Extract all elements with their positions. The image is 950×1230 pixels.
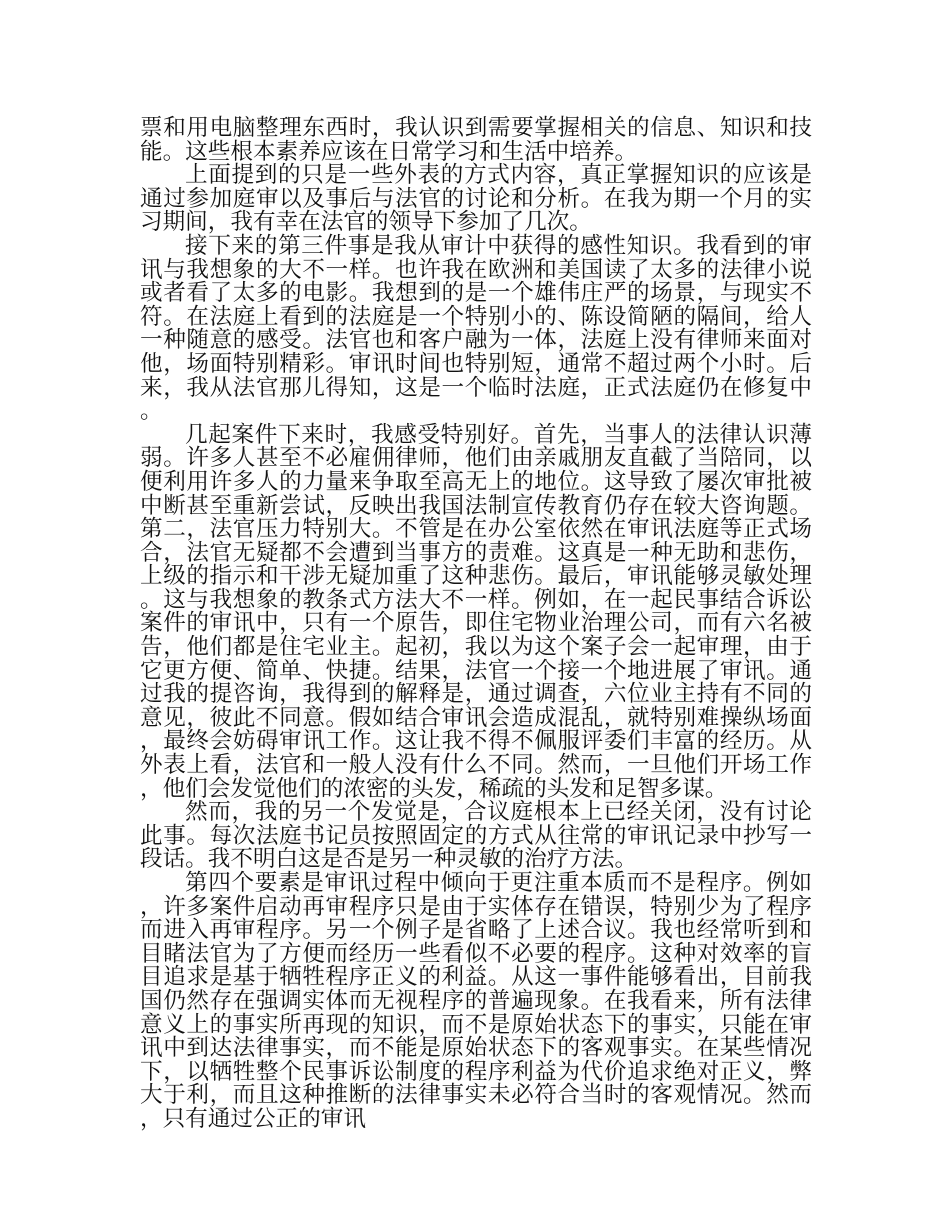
paragraph-4: 几起案件下来时，我感受特别好。首先，当事人的法律认识薄弱。许多人甚至不必雇佣律师，他们由亲戚朋友直截了当陪同，以便利用许多人的力量来争取至高无上的地位。这导致了屡次审批被中断甚至重新尝试，反映出我国法制宣传教育仍存在较大咨询题。第二，法官压力特别大。不管是在办公室依然在审讯法庭等正式场合，法官无疑都不会遭到当事方的责难。这真是一种无助和悲伤，上级的指示和干涉无疑加重了这种悲伤。最后，审讯能够灵敏处理。这与我想象的教条式方法大不一样。例如，在一起民事结合诉讼案件的审讯中，只有一个原告，即住宅物业治理公司，而有六名被告，他们都是住宅业主。起初，我以为这个案子会一起审理，由于它更方便、简单、快捷。结果，法官一个接一个地进展了审讯。通过我的提咨询，我得到的解释是，通过调查，六位业主持有不同的意见，彼此不同意。假如结合审讯会造成混乱，就特别难操纵场面，最终会妨碍审讯工作。这让我不得不佩服评委们丰富的经历。从外表上看，法官和一般人没有什么不同。然而，一旦他们开场工作，他们会发觉他们的浓密的头发，稀疏的头发和足智多谋。: [140, 421, 812, 802]
paragraph-3: 接下来的第三件事是我从审计中获得的感性知识。我看到的审讯与我想象的大不一样。也许我在欧洲和美国读了太多的法律小说或者看了太多的电影。我想到的是一个雄伟庄严的场景，与现实不符。在法庭上看到的法庭是一个特别小的、陈设简陋的隔间，给人一种随意的感受。法官也和客户融为一体，法庭上没有律师来面对他，场面特别精彩。审讯时间也特别短，通常不超过两个小时。后来，我从法官那儿得知，这是一个临时法庭，正式法庭仍在修复中。: [140, 232, 812, 425]
paragraph-1: 票和用电脑整理东西时，我认识到需要掌握相关的信息、知识和技能。这些根本素养应该在日常学习和生活中培养。: [140, 115, 812, 165]
paragraph-6: 第四个要素是审讯过程中倾向于更注重本质而不是程序。例如，许多案件启动再审程序只是由于实体存在错误，特别少为了程序而进入再审程序。另一个例子是省略了上述合议。我也经常听到和目睹法官为了方便而经历一些看似不必要的程序。这种对效率的盲目追求是基于牺牲程序正义的利益。从这一事件能够看出，目前我国仍然存在强调实体而无视程序的普遍现象。在我看来，所有法律意义上的事实所再现的知识，而不是原始状态下的事实，只能在审讯中到达法律事实，而不能是原始状态下的客观事实。在某些情况下，以牺牲整个民事诉讼制度的程序利益为代价追求绝对正义，弊大于利，而且这种推断的法律事实未必符合当时的客观情况。然而，只有通过公正的审讯: [140, 870, 812, 1132]
paragraph-5: 然而，我的另一个发觉是，合议庭根本上已经关闭，没有讨论此事。每次法庭书记员按照固定的方式从往常的审讯记录中抄写一段话。我不明白这是否是另一种灵敏的治疗方法。: [140, 799, 812, 873]
document-body: [140, 117, 812, 1132]
paragraph-2: 上面提到的只是一些外表的方式内容，真正掌握知识的应该是通过参加庭审以及事后与法官的讨论和分析。在我为期一个月的实习期间，我有幸在法官的领导下参加了几次。: [140, 162, 812, 236]
